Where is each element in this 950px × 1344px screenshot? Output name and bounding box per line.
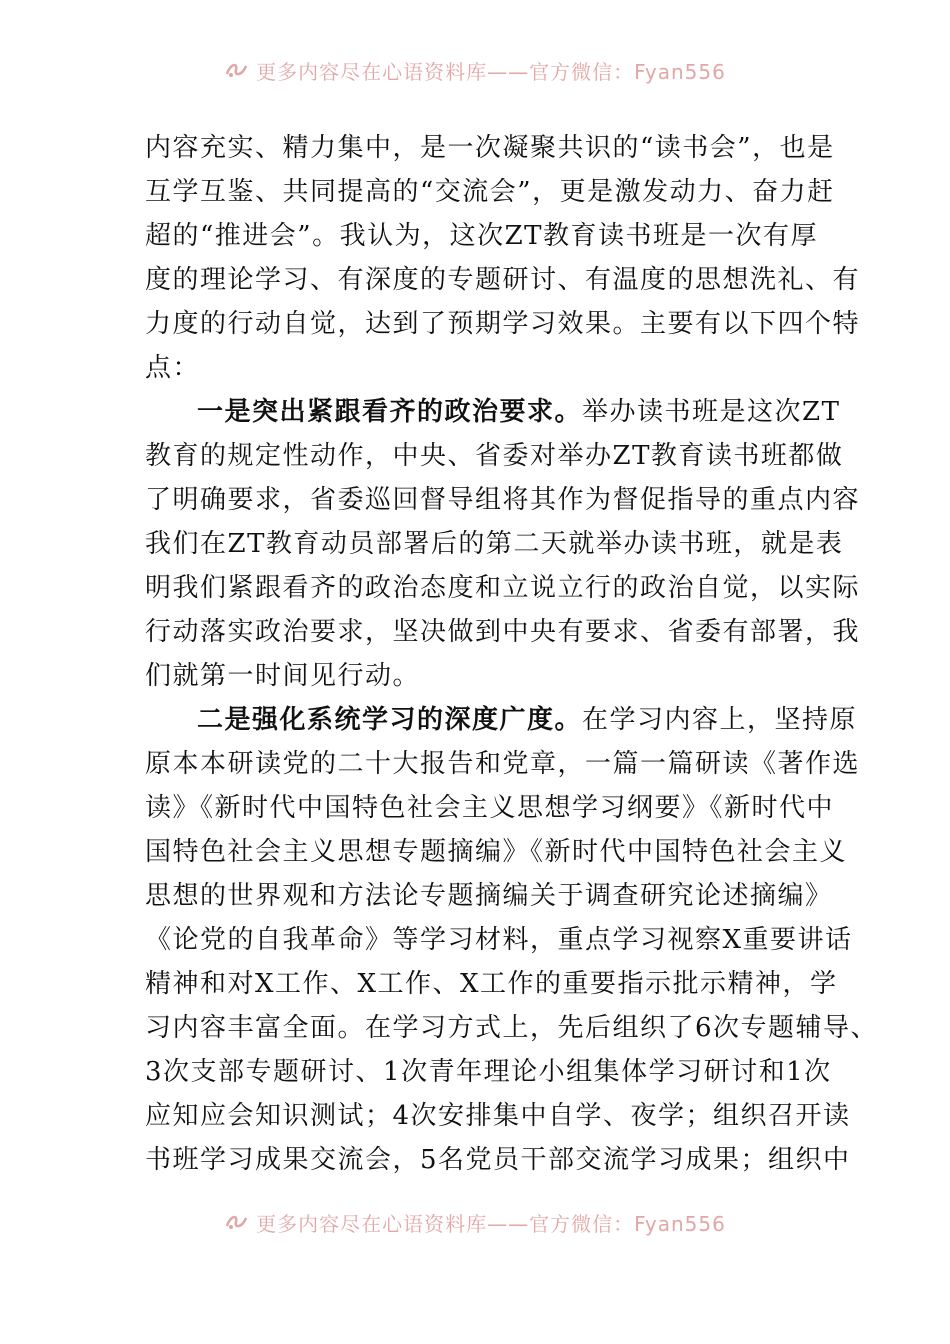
text-line: 思想的世界观和方法论专题摘编关于调查研究论述摘编》 [145,881,833,911]
text-line: 们就第一时间见行动。 [145,661,421,691]
text-line: 超的“推进会”。我认为，这次ZT教育读书班是一次有厚 [145,221,818,251]
watermark-text: 更多内容尽在心语资料库——官方微信：Fyan556 [256,59,726,84]
text-line: 互学互鉴、共同提高的“交流会”，更是激发动力、奋力赶 [145,177,835,207]
text-line: 《论党的自我革命》等学习材料，重点学习视察X重要讲话 [145,925,853,955]
paragraph-first-line [145,698,858,742]
text-line: 行动落实政治要求，坚决做到中央有要求、省委有部署，我 [145,617,861,647]
watermark-logo-icon [224,60,250,80]
text-line: 3次支部专题研讨、1次青年理论小组集体学习研讨和1次 [145,1057,832,1087]
text-segment: 在学习内容上，坚持原 [582,705,858,735]
text-line: 了明确要求，省委巡回督导组将其作为督促指导的重点内容 [145,485,861,515]
text-line: 原本本研读党的二十大报告和党章，一篇一篇研读《著作选 [145,749,861,779]
footer-watermark [0,1206,950,1238]
text-line: 明我们紧跟看齐的政治态度和立说立行的政治自觉，以实际 [145,573,861,603]
text-line: 我们在ZT教育动员部署后的第二天就举办读书班，就是表 [145,529,844,559]
text-line: 内容充实、精力集中，是一次凝聚共识的“读书会”，也是 [145,133,835,163]
text-line: 读》《新时代中国特色社会主义思想学习纲要》《新时代中 [145,793,835,823]
watermark-logo-icon [224,1212,250,1232]
header-watermark [0,54,950,86]
text-line: 习内容丰富全面。在学习方式上，先后组织了6次专题辅导、 [145,1013,879,1043]
text-line: 点： [145,353,201,383]
text-line: 教育的规定性动作，中央、省委对举办ZT教育读书班都做 [145,441,844,471]
watermark-text: 更多内容尽在心语资料库——官方微信：Fyan556 [256,1211,726,1236]
text-line: 精神和对X工作、X工作、X工作的重要指示批示精神，学 [145,969,838,999]
text-line: 书班学习成果交流会，5名党员干部交流学习成果；组织中 [145,1145,851,1175]
text-line: 力度的行动自觉，达到了预期学习效果。主要有以下四个特 [145,309,861,339]
paragraph-lead: 一是突出紧跟看齐的政治要求。 [197,397,583,427]
text-segment: 举办读书班是这次ZT [582,397,841,427]
document-body [145,126,879,1182]
paragraph-lead: 二是强化系统学习的深度广度。 [197,705,583,735]
text-line: 度的理论学习、有深度的专题研讨、有温度的思想洗礼、有 [145,265,861,295]
text-line: 国特色社会主义思想专题摘编》《新时代中国特色社会主义 [145,837,848,867]
text-line: 应知应会知识测试；4次安排集中自学、夜学；组织召开读 [145,1101,851,1131]
paragraph-first-line [145,390,841,434]
